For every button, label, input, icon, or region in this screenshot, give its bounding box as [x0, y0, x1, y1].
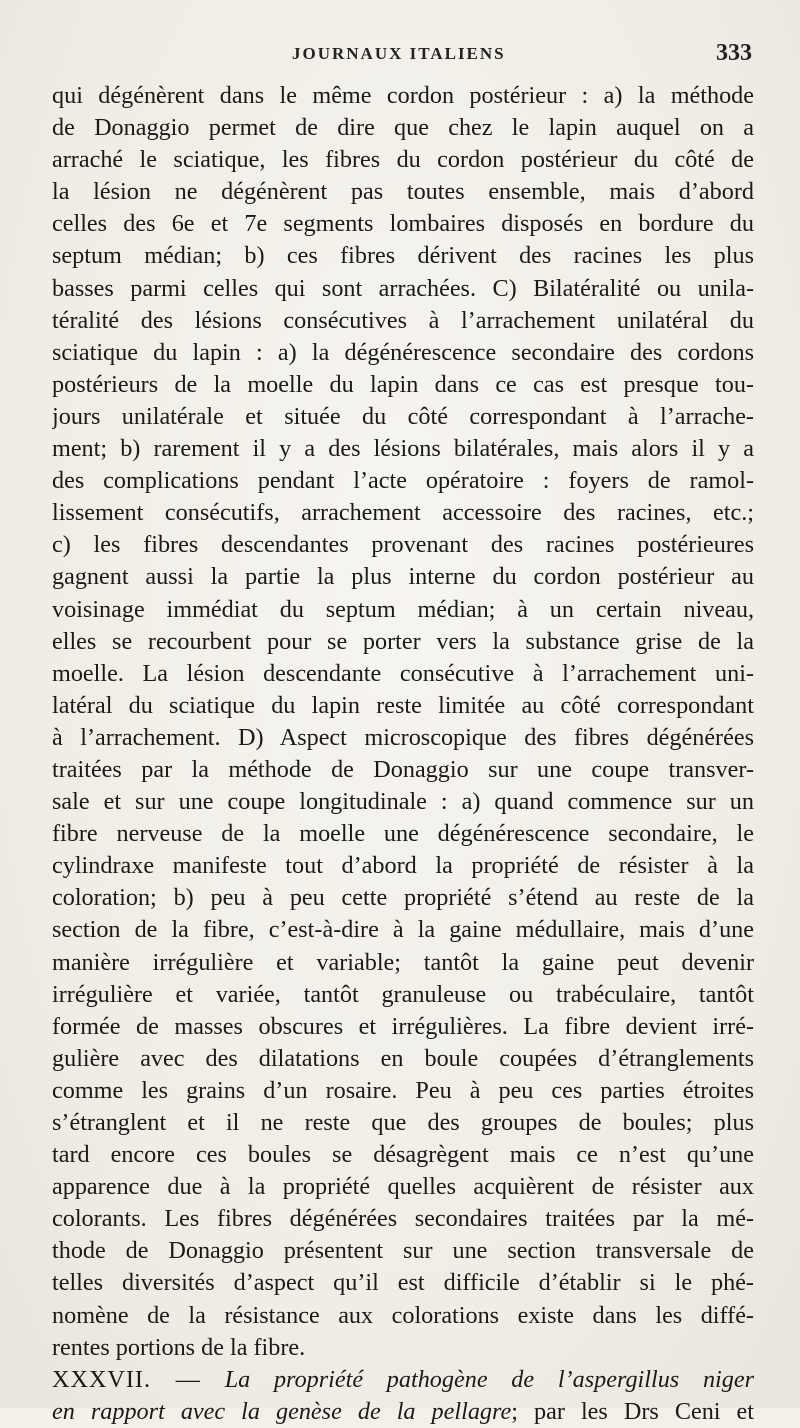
text-line: fibre nerveuse de la moelle une dégénérescence secondaire, le	[52, 820, 754, 848]
text-line: colorants. Les fibres dégénérées secondaires traitées par la mé-	[52, 1205, 754, 1233]
text-line: arraché le sciatique, les fibres du cordon postérieur du côté de	[52, 146, 754, 174]
text-line: nomène de la résistance aux colorations existe dans les diffé-	[52, 1301, 754, 1329]
text-line: à l’arrachement. D) Aspect microscopique des fibres dégénérées	[52, 723, 754, 751]
text-line: gagnent aussi la partie la plus interne du cordon postérieur au	[52, 563, 754, 591]
text-line: téralité des lésions consécutives à l’arrachement unilatéral du	[52, 306, 754, 334]
section-heading-line-1	[52, 1364, 754, 1396]
section-heading-line-2	[52, 1396, 754, 1428]
text-line: gulière avec des dilatations en boule coupées d’étranglements	[52, 1044, 754, 1072]
text-line: sciatique du lapin : a) la dégénérescence secondaire des cordons	[52, 338, 754, 366]
text-line: cylindraxe manifeste tout d’abord la propriété de résister à la	[52, 852, 754, 880]
text-line: elles se recourbent pour se porter vers la substance grise de la	[52, 627, 754, 655]
text-line: telles diversités d’aspect qu’il est difficile d’établir si le phé-	[52, 1269, 754, 1297]
text-line: thode de Donaggio présentent sur une section transversale de	[52, 1237, 754, 1265]
text-line: jours unilatérale et située du côté correspondant à l’arrache-	[52, 402, 754, 430]
text-line: voisinage immédiat du septum médian; à un certain niveau,	[52, 595, 754, 623]
text-line: latéral du sciatique du lapin reste limitée au côté correspondant	[52, 691, 754, 719]
text-line: c) les fibres descendantes provenant des racines postérieures	[52, 531, 754, 559]
text-line: la lésion ne dégénèrent pas toutes ensemble, mais d’abord	[52, 178, 754, 206]
body-text	[52, 80, 754, 1428]
text-line: traitées par la méthode de Donaggio sur une coupe transver-	[52, 755, 754, 783]
text-line: de Donaggio permet de dire que chez le lapin auquel on a	[52, 114, 754, 142]
section-number: XXXVII. —	[52, 1365, 201, 1393]
text-line: irrégulière et variée, tantôt granuleuse ou trabéculaire, tantôt	[52, 980, 754, 1008]
text-line: basses parmi celles qui sont arrachées. C) Bilatéralité ou unila-	[52, 274, 754, 302]
text-line: postérieurs de la moelle du lapin dans ce cas est presque tou-	[52, 370, 754, 398]
text-line: apparence due à la propriété quelles acquièrent de résister aux	[52, 1173, 754, 1201]
text-line: lissement consécutifs, arrachement accessoire des racines, etc.;	[52, 499, 754, 527]
text-line: coloration; b) peu à peu cette propriété s’étend au reste de la	[52, 884, 754, 912]
text-line: celles des 6e et 7e segments lombaires disposés en bordure du	[52, 210, 754, 238]
running-title: JOURNAUX ITALIENS	[292, 44, 506, 63]
page-header	[0, 40, 800, 70]
text-line: moelle. La lésion descendante consécutive à l’arrachement uni-	[52, 659, 754, 687]
text-line: sale et sur une coupe longitudinale : a) quand commence sur un	[52, 788, 754, 816]
text-line: tard encore ces boules se désagrègent mais ce n’est qu’une	[52, 1141, 754, 1169]
text-line: rentes portions de la fibre.	[52, 1333, 306, 1361]
page-number: 333	[716, 40, 752, 66]
text-line: formée de masses obscures et irrégulières. La fibre devient irré-	[52, 1012, 754, 1040]
text-line: ment; b) rarement il y a des lésions bilatérales, mais alors il y a	[52, 435, 754, 463]
text-line: qui dégénèrent dans le même cordon postérieur : a) la méthode	[52, 82, 754, 109]
text-line: septum médian; b) ces fibres dérivent des racines les plus	[52, 242, 754, 270]
section-title-part2: en rapport avec la genèse de la pellagre	[52, 1397, 512, 1425]
text-line: s’étranglent et il ne reste que des groupes de boules; plus	[52, 1109, 754, 1136]
text-line: comme les grains d’un rosaire. Peu à peu ces parties étroites	[52, 1076, 754, 1104]
section-tail: ; par les Drs Ceni et	[511, 1397, 755, 1425]
text-line: section de la fibre, c’est-à-dire à la gaine médullaire, mais d’une	[52, 916, 754, 944]
text-line: des complications pendant l’acte opératoire : foyers de ramol-	[52, 467, 754, 495]
section-title-part1: La propriété pathogène de l’aspergillus niger	[224, 1365, 755, 1393]
text-line: manière irrégulière et variable; tantôt la gaine peut devenir	[52, 948, 754, 976]
